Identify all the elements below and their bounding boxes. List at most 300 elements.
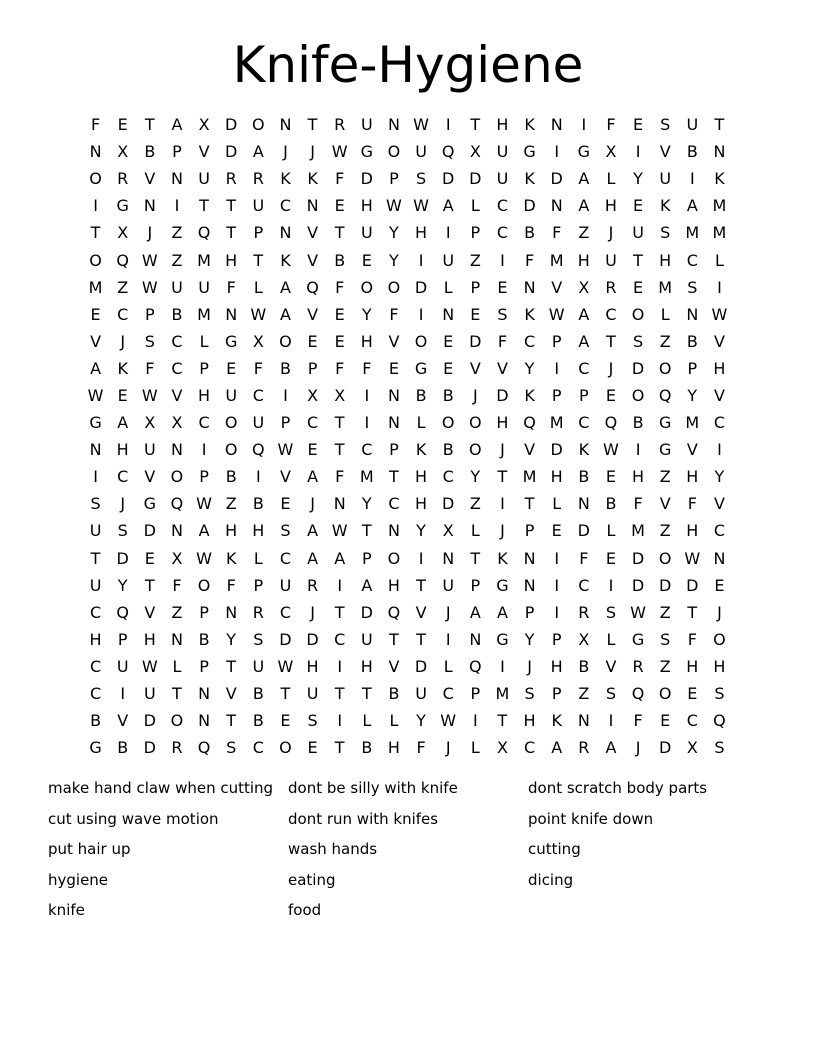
grid-letter: K xyxy=(551,711,562,731)
grid-letter: C xyxy=(496,196,509,216)
grid-letter: M xyxy=(495,684,510,704)
grid-row xyxy=(82,517,733,544)
grid-letter: K xyxy=(497,548,508,568)
grid-letter: C xyxy=(198,413,210,433)
grid-letter: J xyxy=(120,494,126,514)
grid-letter: P xyxy=(687,358,698,378)
grid-letter: R xyxy=(578,602,590,622)
grid-letter: L xyxy=(253,277,263,297)
grid-letter: N xyxy=(170,440,183,460)
grid-letter: C xyxy=(89,684,102,704)
grid-row xyxy=(82,490,733,517)
grid-letter: S xyxy=(714,684,725,704)
grid-letter: O xyxy=(224,440,238,460)
grid-letter: W xyxy=(630,602,646,622)
grid-letter: V xyxy=(90,331,102,351)
grid-letter: T xyxy=(714,115,725,135)
grid-letter: O xyxy=(387,277,401,297)
grid-letter: S xyxy=(253,629,264,649)
grid-letter: B xyxy=(117,738,129,758)
grid-letter: V xyxy=(144,467,156,487)
grid-letter: B xyxy=(415,385,427,405)
grid-letter: H xyxy=(252,521,265,541)
grid-letter: M xyxy=(522,467,537,487)
grid-letter: I xyxy=(337,575,343,595)
grid-letter: C xyxy=(713,413,726,433)
grid-letter: E xyxy=(388,358,399,378)
grid-letter: X xyxy=(307,385,319,405)
grid-letter: W xyxy=(277,656,294,676)
grid-letter: T xyxy=(470,548,481,568)
grid-letter: V xyxy=(388,656,400,676)
grid-letter: C xyxy=(171,358,183,378)
grid-letter: L xyxy=(714,250,724,270)
grid-letter: B xyxy=(686,331,698,351)
grid-letter: I xyxy=(717,277,722,297)
grid-letter: P xyxy=(199,656,209,676)
grid-letter: Z xyxy=(659,331,671,351)
grid-letter: P xyxy=(524,521,535,541)
grid-letter: H xyxy=(415,494,428,514)
grid-letter: S xyxy=(687,277,698,297)
grid-letter: E xyxy=(633,196,644,216)
grid-letter: T xyxy=(226,223,237,243)
grid-letter: D xyxy=(469,169,482,189)
grid-letter: V xyxy=(659,142,671,162)
grid-letter: F xyxy=(552,223,562,243)
grid-letter: I xyxy=(608,575,614,595)
grid-letter: W xyxy=(196,548,212,568)
grid-row xyxy=(82,599,733,626)
grid-letter: W xyxy=(413,115,429,135)
grid-letter: C xyxy=(117,467,129,487)
grid-letter: B xyxy=(225,467,237,487)
grid-letter: G xyxy=(360,142,374,162)
grid-letter: I xyxy=(500,250,505,270)
grid-letter: T xyxy=(253,250,264,270)
grid-letter: P xyxy=(117,629,128,649)
grid-letter: D xyxy=(550,440,563,460)
grid-letter: M xyxy=(685,223,700,243)
grid-letter: Y xyxy=(633,169,643,189)
grid-letter: H xyxy=(713,656,726,676)
grid-letter: Q xyxy=(713,711,726,731)
grid-letter: T xyxy=(497,467,508,487)
grid-letter: P xyxy=(551,385,562,405)
grid-letter: H xyxy=(360,196,373,216)
grid-letter: R xyxy=(225,169,237,189)
grid-letter: A xyxy=(334,548,346,568)
grid-letter: D xyxy=(360,602,373,622)
grid-letter: O xyxy=(224,413,238,433)
grid-letter: D xyxy=(631,358,645,378)
grid-letter: Q xyxy=(469,656,482,676)
grid-letter: W xyxy=(413,196,429,216)
grid-letter: F xyxy=(172,575,182,595)
grid-letter: O xyxy=(170,711,184,731)
grid-letter: K xyxy=(524,385,535,405)
grid-letter: Y xyxy=(416,521,426,541)
grid-letter: H xyxy=(659,250,672,270)
grid-letter: C xyxy=(279,548,292,568)
grid-letter: V xyxy=(551,277,563,297)
grid-letter: V xyxy=(144,602,156,622)
grid-letter: N xyxy=(143,196,156,216)
grid-letter: V xyxy=(225,684,237,704)
grid-letter: F xyxy=(226,277,236,297)
grid-letter: S xyxy=(714,738,725,758)
grid-letter: N xyxy=(170,169,183,189)
grid-row xyxy=(82,463,733,490)
grid-letter: P xyxy=(524,602,535,622)
grid-letter: O xyxy=(469,413,482,433)
grid-letter: J xyxy=(635,738,641,758)
grid-letter: N xyxy=(89,440,102,460)
grid-letter: L xyxy=(199,331,209,351)
grid-letter: T xyxy=(389,467,399,487)
grid-letter: A xyxy=(578,169,590,189)
grid-letter: U xyxy=(360,629,373,649)
grid-letter: Q xyxy=(116,602,129,622)
grid-letter: M xyxy=(712,223,727,243)
grid-letter: W xyxy=(196,494,212,514)
grid-letter: J xyxy=(527,656,532,676)
grid-letter: J xyxy=(283,142,288,162)
grid-letter: V xyxy=(307,223,319,243)
grid-letter: O xyxy=(387,142,401,162)
grid-letter: E xyxy=(334,331,345,351)
grid-row xyxy=(82,436,733,463)
grid-letter: D xyxy=(659,575,672,595)
grid-letter: X xyxy=(117,223,129,243)
grid-letter: D xyxy=(659,738,672,758)
grid-letter: E xyxy=(660,711,671,731)
grid-letter: N xyxy=(577,494,590,514)
grid-letter: D xyxy=(225,142,238,162)
grid-letter: G xyxy=(658,440,672,460)
grid-letter: P xyxy=(144,304,155,324)
grid-letter: O xyxy=(170,467,184,487)
grid-row xyxy=(82,626,733,653)
grid-letter: E xyxy=(497,277,508,297)
grid-letter: R xyxy=(171,738,183,758)
grid-letter: P xyxy=(389,440,399,460)
grid-letter: U xyxy=(496,142,509,162)
grid-letter: U xyxy=(252,656,265,676)
grid-letter: Z xyxy=(659,521,671,541)
grid-letter: A xyxy=(578,196,590,216)
grid-letter: E xyxy=(144,548,155,568)
grid-letter: Q xyxy=(252,440,265,460)
grid-letter: T xyxy=(524,494,535,514)
grid-letter: E xyxy=(605,385,616,405)
word-list-item: hygiene xyxy=(48,870,109,889)
grid-letter: G xyxy=(89,413,102,433)
grid-letter: P xyxy=(199,358,209,378)
grid-letter: Z xyxy=(469,494,481,514)
grid-letter: X xyxy=(334,385,346,405)
grid-letter: I xyxy=(554,548,560,568)
grid-letter: I xyxy=(635,142,641,162)
grid-letter: D xyxy=(143,738,156,758)
grid-letter: U xyxy=(686,115,699,135)
grid-letter: P xyxy=(470,223,481,243)
grid-letter: E xyxy=(551,521,562,541)
grid-letter: I xyxy=(364,413,370,433)
grid-letter: F xyxy=(497,331,508,351)
grid-letter: G xyxy=(224,331,238,351)
grid-row xyxy=(82,734,733,761)
grid-letter: V xyxy=(307,250,319,270)
grid-letter: M xyxy=(658,277,673,297)
grid-letter: H xyxy=(387,738,400,758)
grid-row xyxy=(82,409,733,436)
grid-letter: N xyxy=(550,115,563,135)
grid-letter: L xyxy=(253,548,263,568)
grid-letter: S xyxy=(307,711,318,731)
word-list-item: point knife down xyxy=(528,809,654,828)
grid-letter: E xyxy=(307,331,318,351)
grid-letter: F xyxy=(524,250,535,270)
grid-letter: K xyxy=(524,169,535,189)
grid-letter: O xyxy=(89,169,102,189)
grid-row xyxy=(82,707,733,734)
grid-letter: T xyxy=(470,115,481,135)
grid-letter: O xyxy=(631,385,645,405)
grid-letter: J xyxy=(310,494,315,514)
grid-letter: U xyxy=(225,385,238,405)
grid-letter: U xyxy=(198,277,210,297)
grid-letter: I xyxy=(120,684,126,704)
grid-letter: O xyxy=(631,304,645,324)
grid-letter: T xyxy=(172,684,182,704)
grid-letter: F xyxy=(362,358,372,378)
grid-letter: O xyxy=(658,548,672,568)
grid-letter: V xyxy=(659,494,671,514)
grid-letter: W xyxy=(711,304,728,324)
grid-letter: T xyxy=(633,250,643,270)
grid-letter: D xyxy=(143,711,156,731)
grid-letter: W xyxy=(331,521,348,541)
grid-letter: S xyxy=(415,169,427,189)
grid-row xyxy=(82,382,733,409)
grid-letter: O xyxy=(279,331,292,351)
grid-letter: V xyxy=(388,331,400,351)
word-list-item: make hand claw when cutting xyxy=(48,779,274,797)
grid-letter: X xyxy=(144,413,156,433)
grid-letter: X xyxy=(252,331,264,351)
grid-letter: V xyxy=(117,711,129,731)
word-list-item: dont scratch body parts xyxy=(528,779,708,797)
grid-letter: B xyxy=(252,494,264,514)
grid-letter: E xyxy=(443,331,454,351)
grid-letter: T xyxy=(144,575,155,595)
grid-letter: N xyxy=(170,629,183,649)
grid-letter: B xyxy=(442,385,454,405)
grid-letter: H xyxy=(387,575,400,595)
grid-letter: A xyxy=(686,196,698,216)
grid-letter: I xyxy=(364,385,370,405)
grid-letter: B xyxy=(361,738,373,758)
grid-row xyxy=(82,274,733,301)
grid-letter: C xyxy=(89,602,102,622)
grid-letter: W xyxy=(141,250,158,270)
grid-letter: U xyxy=(415,142,427,162)
grid-letter: A xyxy=(578,304,590,324)
grid-letter: W xyxy=(87,385,104,405)
word-list-item: knife xyxy=(48,901,85,919)
grid-letter: N xyxy=(279,223,292,243)
grid-letter: G xyxy=(116,196,129,216)
grid-letter: K xyxy=(524,304,535,324)
grid-letter: W xyxy=(684,548,701,568)
grid-letter: B xyxy=(171,304,183,324)
grid-letter: D xyxy=(577,521,590,541)
grid-letter: E xyxy=(470,304,481,324)
word-list-item: wash hands xyxy=(288,840,378,858)
grid-letter: T xyxy=(361,684,372,704)
grid-letter: Y xyxy=(226,629,237,649)
grid-letter: C xyxy=(578,413,590,433)
grid-letter: N xyxy=(387,521,400,541)
grid-letter: L xyxy=(443,277,453,297)
grid-letter: T xyxy=(497,711,508,731)
grid-letter: H xyxy=(550,656,563,676)
grid-letter: R xyxy=(252,169,264,189)
grid-letter: T xyxy=(334,684,345,704)
grid-letter: T xyxy=(606,331,616,351)
grid-letter: B xyxy=(90,711,102,731)
grid-letter: A xyxy=(279,277,291,297)
grid-letter: S xyxy=(524,684,535,704)
grid-letter: C xyxy=(496,223,509,243)
grid-letter: W xyxy=(141,277,158,297)
grid-letter: B xyxy=(442,440,454,460)
grid-letter: V xyxy=(415,602,427,622)
grid-letter: P xyxy=(199,602,209,622)
grid-letter: X xyxy=(469,142,481,162)
grid-letter: O xyxy=(441,413,455,433)
word-list-item: cut using wave motion xyxy=(48,809,219,828)
grid-letter: P xyxy=(172,142,182,162)
grid-letter: K xyxy=(280,169,291,189)
grid-letter: J xyxy=(500,440,505,460)
grid-letter: U xyxy=(89,521,102,541)
grid-letter: O xyxy=(387,548,401,568)
grid-letter: F xyxy=(253,358,263,378)
grid-letter: H xyxy=(116,440,129,460)
grid-letter: I xyxy=(93,467,98,487)
grid-letter: T xyxy=(416,575,426,595)
grid-letter: N xyxy=(713,548,726,568)
word-list-item: dont run with knifes xyxy=(288,809,439,828)
grid-letter: L xyxy=(660,304,670,324)
grid-letter: N xyxy=(387,413,400,433)
grid-letter: I xyxy=(445,115,451,135)
grid-letter: U xyxy=(442,250,455,270)
grid-letter: Z xyxy=(171,250,183,270)
grid-letter: L xyxy=(362,711,372,731)
grid-letter: B xyxy=(578,656,590,676)
grid-letter: I xyxy=(255,467,261,487)
grid-letter: G xyxy=(523,142,536,162)
grid-letter: U xyxy=(659,169,672,189)
grid-letter: W xyxy=(386,196,402,216)
grid-letter: F xyxy=(335,169,345,189)
grid-letter: X xyxy=(117,142,129,162)
grid-letter: C xyxy=(252,385,264,405)
grid-letter: E xyxy=(605,548,616,568)
grid-letter: E xyxy=(361,250,372,270)
grid-letter: J xyxy=(472,385,478,405)
grid-letter: Q xyxy=(441,142,455,162)
grid-letter: G xyxy=(658,413,672,433)
grid-letter: D xyxy=(523,196,536,216)
grid-letter: N xyxy=(550,196,563,216)
grid-letter: T xyxy=(687,602,698,622)
grid-letter: N xyxy=(469,629,482,649)
grid-letter: B xyxy=(524,223,536,243)
grid-letter: A xyxy=(279,304,291,324)
grid-letter: D xyxy=(631,548,645,568)
grid-letter: L xyxy=(470,738,480,758)
grid-letter: U xyxy=(605,250,617,270)
grid-letter: A xyxy=(551,738,563,758)
grid-letter: N xyxy=(170,521,183,541)
grid-letter: A xyxy=(307,467,319,487)
grid-letter: H xyxy=(523,711,536,731)
grid-letter: U xyxy=(252,196,265,216)
grid-letter: R xyxy=(307,575,319,595)
grid-row xyxy=(82,572,733,599)
grid-letter: C xyxy=(279,196,292,216)
grid-letter: Z xyxy=(578,223,590,243)
grid-letter: B xyxy=(388,684,400,704)
grid-letter: L xyxy=(389,711,399,731)
grid-letter: A xyxy=(307,521,319,541)
grid-letter: C xyxy=(442,467,454,487)
grid-letter: M xyxy=(549,413,564,433)
grid-letter: T xyxy=(361,521,372,541)
grid-letter: Q xyxy=(170,494,184,514)
grid-letter: T xyxy=(334,413,345,433)
grid-letter: Q xyxy=(387,602,401,622)
grid-letter: O xyxy=(658,358,672,378)
grid-letter: M xyxy=(197,250,211,270)
grid-letter: E xyxy=(334,196,345,216)
grid-letter: J xyxy=(310,602,315,622)
grid-letter: U xyxy=(198,169,210,189)
grid-letter: H xyxy=(604,196,617,216)
grid-letter: A xyxy=(605,738,617,758)
grid-letter: G xyxy=(414,358,428,378)
grid-letter: T xyxy=(280,684,291,704)
grid-row xyxy=(82,138,733,165)
grid-letter: U xyxy=(89,575,102,595)
grid-letter: I xyxy=(93,196,98,216)
grid-letter: F xyxy=(633,494,643,514)
grid-letter: Q xyxy=(306,277,319,297)
grid-letter: M xyxy=(685,413,700,433)
grid-letter: V xyxy=(171,385,183,405)
grid-letter: A xyxy=(578,331,590,351)
grid-letter: H xyxy=(360,331,373,351)
grid-letter: I xyxy=(500,494,505,514)
grid-letter: H xyxy=(89,629,102,649)
grid-letter: X xyxy=(686,738,698,758)
grid-letter: M xyxy=(712,196,727,216)
grid-letter: D xyxy=(631,575,645,595)
